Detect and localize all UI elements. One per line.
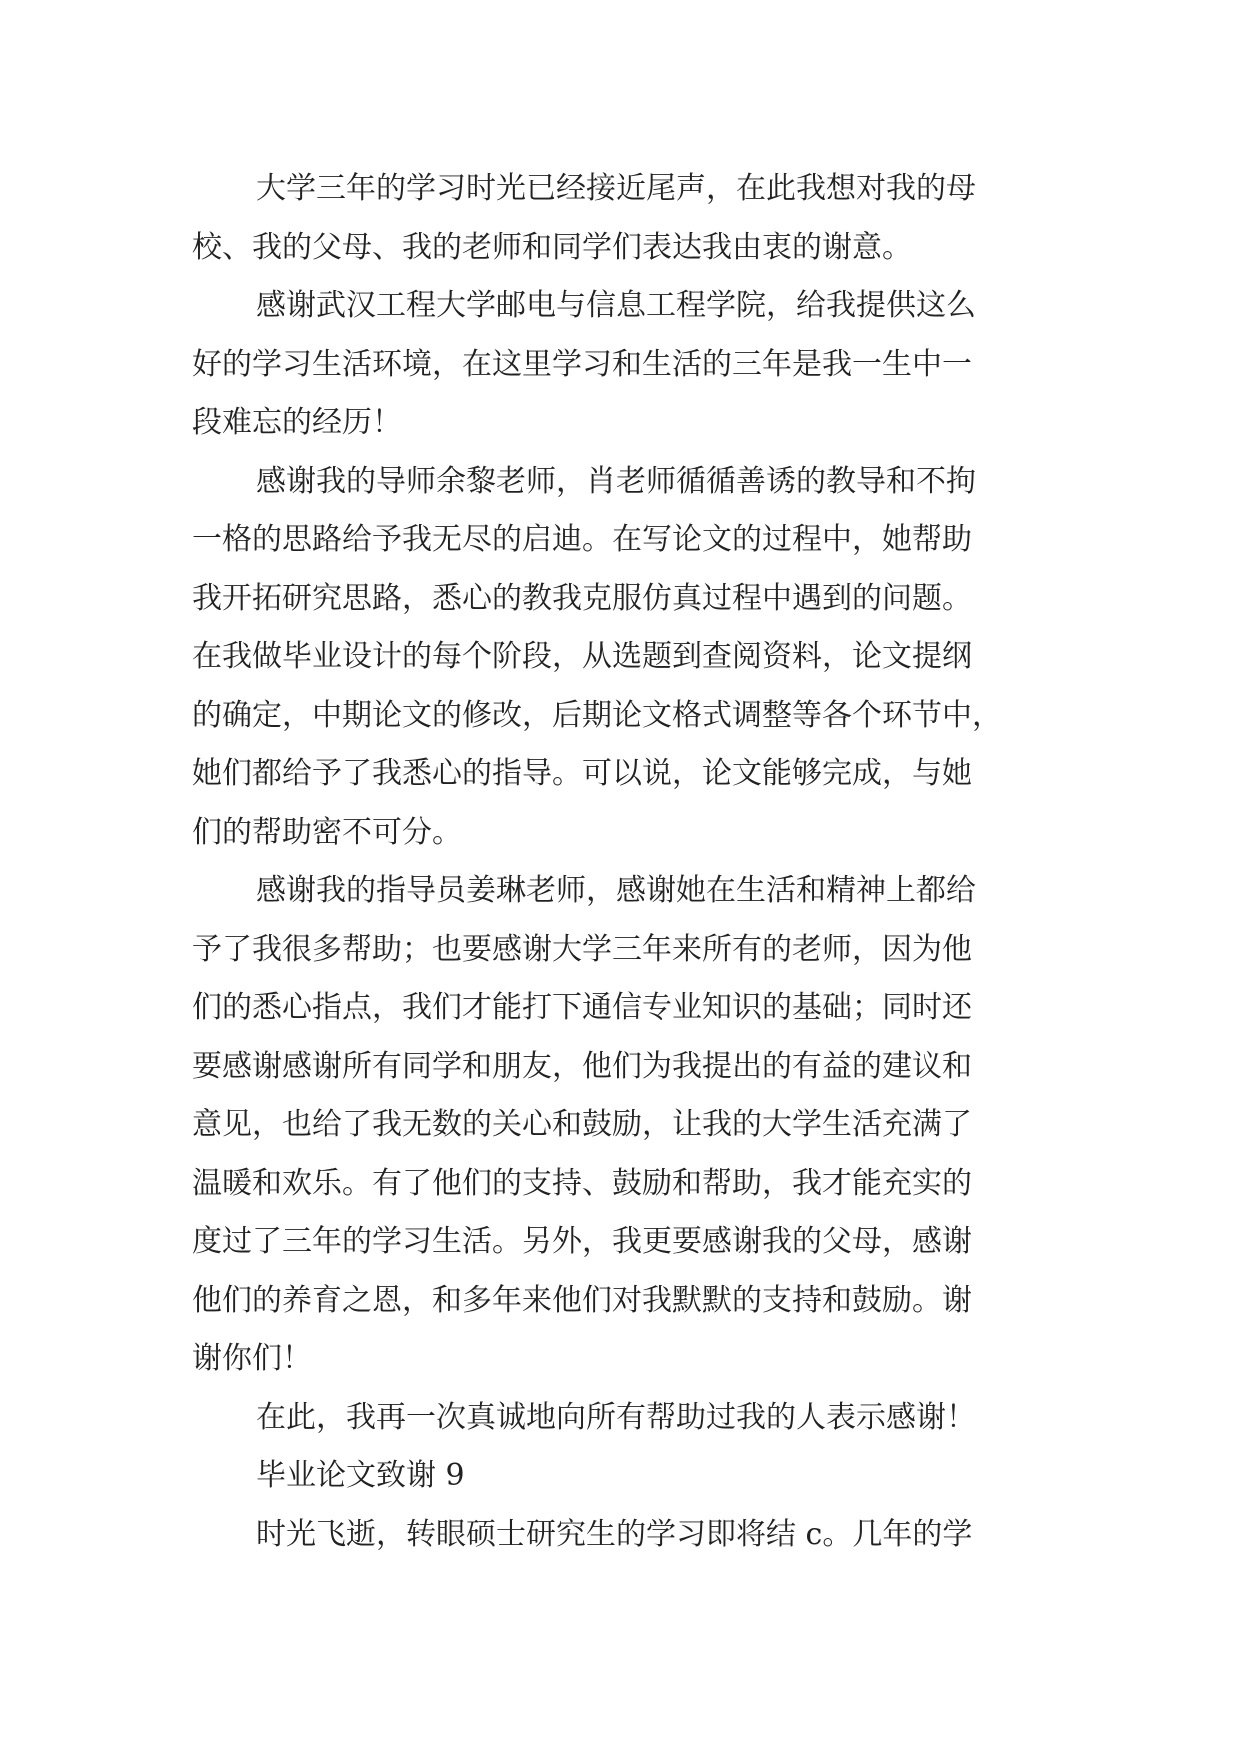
text-line: 好的学习生活环境，在这里学习和生活的三年是我一生中一: [192, 346, 972, 382]
text-line: 意见，也给了我无数的关心和鼓励，让我的大学生活充满了: [192, 1107, 972, 1142]
text-line: 一格的思路给予我无尽的启迪。在写论文的过程中，她帮助: [192, 522, 972, 557]
text-line: 们的帮助密不可分。: [192, 814, 462, 850]
text-line: 我开拓研究思路，悉心的教我克服仿真过程中遇到的问题。: [192, 580, 972, 616]
text-line: 感谢我的指导员姜琳老师，感谢她在生活和精神上都给: [256, 873, 976, 908]
text-line: 感谢我的导师余黎老师，肖老师循循善诱的教导和不拘: [256, 463, 976, 499]
section-heading: 毕业论文致谢 9: [256, 1458, 465, 1493]
text-line: 校、我的父母、我的老师和同学们表达我由衷的谢意。: [192, 229, 912, 265]
text-line: 谢你们！: [192, 1341, 312, 1376]
text-line: 感谢武汉工程大学邮电与信息工程学院，给我提供这么: [256, 288, 976, 323]
text-line: 大学三年的学习时光已经接近尾声，在此我想对我的母: [256, 171, 976, 206]
text-line: 在我做毕业设计的每个阶段，从选题到查阅资料，论文提纲: [192, 639, 972, 674]
text-line: 们的悉心指点，我们才能打下通信专业知识的基础；同时还: [192, 990, 972, 1025]
text-line: 要感谢感谢所有同学和朋友，他们为我提出的有益的建议和: [192, 1048, 972, 1084]
text-line: 她们都给予了我悉心的指导。可以说，论文能够完成，与她: [192, 756, 972, 791]
text-line: 时光飞逝，转眼硕士研究生的学习即将结 c。几年的学: [256, 1516, 973, 1552]
text-line: 他们的养育之恩，和多年来他们对我默默的支持和鼓励。谢: [192, 1282, 972, 1318]
text-line: 温暖和欢乐。有了他们的支持、鼓励和帮助，我才能充实的: [192, 1165, 972, 1201]
document-body: [192, 160, 1052, 1564]
text-line: 予了我很多帮助；也要感谢大学三年来所有的老师，因为他: [192, 931, 972, 967]
text-line: 的确定，中期论文的修改，后期论文格式调整等各个环节中，: [192, 697, 1002, 733]
text-line: 度过了三年的学习生活。另外，我更要感谢我的父母，感谢: [192, 1224, 972, 1259]
text-line: 在此，我再一次真诚地向所有帮助过我的人表示感谢！: [256, 1399, 976, 1435]
text-line: 段难忘的经历！: [192, 405, 402, 440]
